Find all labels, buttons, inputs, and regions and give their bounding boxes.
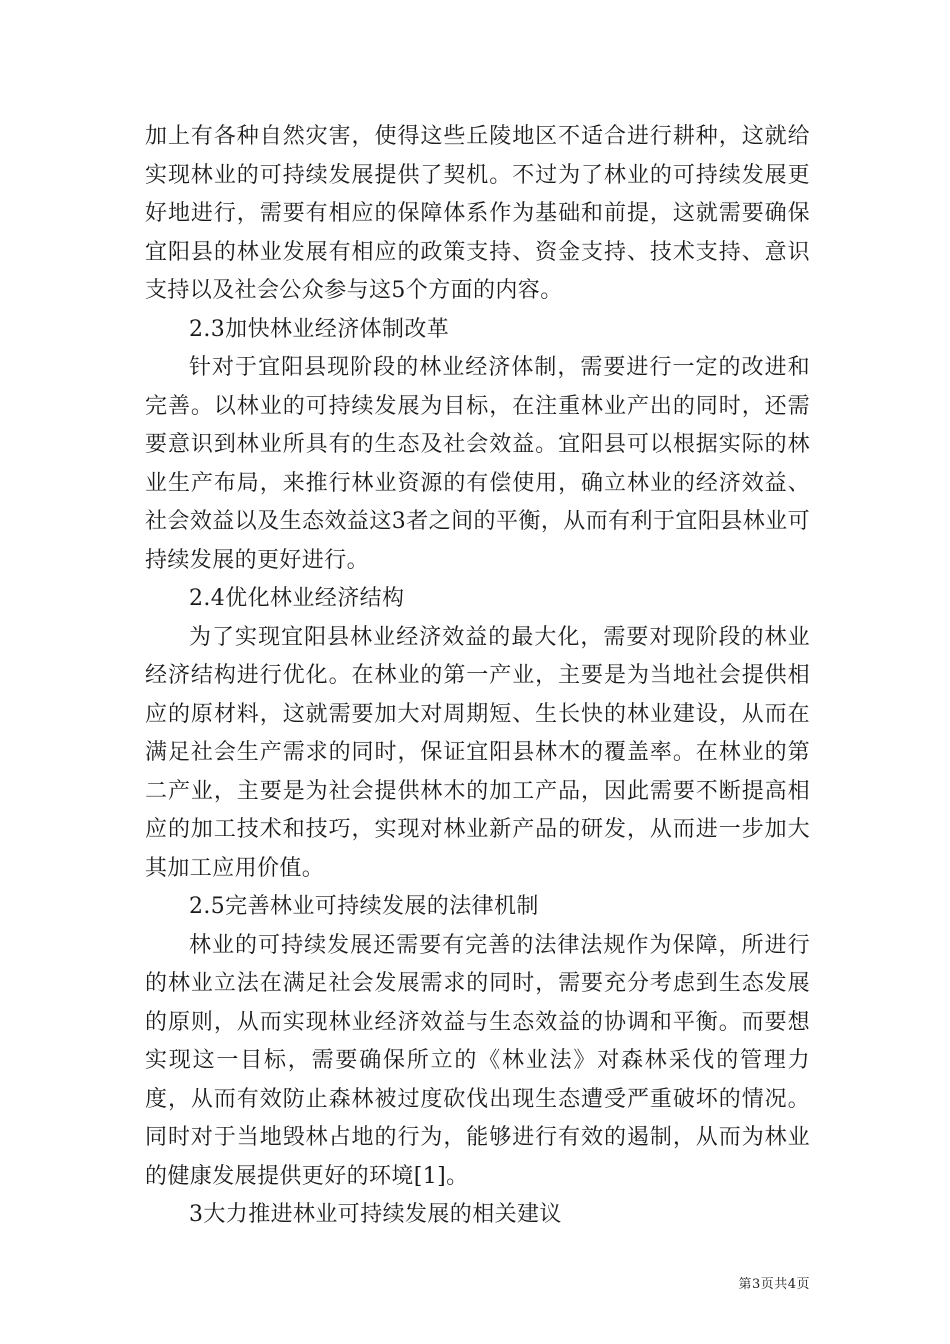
- document-body: [145, 118, 810, 1235]
- paragraph-section-2-4: 为了实现宜阳县林业经济效益的最大化，需要对现阶段的林业经济结构进行优化。在林业的第一产业，主要是为当地社会提供相应的原材料，这就需要加大对周期短、生长快的林业建设，从而在满足社会生产需求的同时，保证宜阳县林木的覆盖率。在林业的第二产业，主要是为社会提供林木的加工产品，因此需要不断提高相应的加工技术和技巧，实现对林业新产品的研发，从而进一步加大其加工应用价值。: [145, 624, 810, 881]
- section-heading-2-3: 2.3加快林业经济体制改革: [189, 316, 450, 342]
- paragraph-intro-continued: 加上有各种自然灾害，使得这些丘陵地区不适合进行耕种，这就给实现林业的可持续发展提供了契机。不过为了林业的可持续发展更好地进行，需要有相应的保障体系作为基础和前提，这就需要确保宜阳县的林业发展有相应的政策支持、资金支持、技术支持、意识支持以及社会公众参与这5个方面的内容。: [145, 124, 810, 303]
- paragraph-section-2-3: 针对于宜阳县现阶段的林业经济体制，需要进行一定的改进和完善。以林业的可持续发展为目标，在注重林业产出的同时，还需要意识到林业所具有的生态及社会效益。宜阳县可以根据实际的林业生产布局，来推行林业资源的有偿使用，确立林业的经济效益、社会效益以及生态效益这3者之间的平衡，从而有利于宜阳县林业可持续发展的更好进行。: [145, 355, 810, 573]
- section-heading-2-5: 2.5完善林业可持续发展的法律机制: [189, 894, 539, 919]
- page-number-footer: 第3页共4页: [738, 1277, 810, 1292]
- section-heading-2-4: 2.4优化林业经济结构: [189, 586, 405, 611]
- section-heading-3: 3大力推进林业可持续发展的相关建议: [189, 1202, 562, 1227]
- paragraph-section-2-5: 林业的可持续发展还需要有完善的法律法规作为保障，所进行的林业立法在满足社会发展需求的同时，需要充分考虑到生态发展的原则，从而实现林业经济效益与生态效益的协调和平衡。而要想实现这一目标，需要确保所立的《林业法》对森林采伐的管理力度，从而有效防止森林被过度砍伐出现生态遭受严重破坏的情况。同时对于当地毁林占地的行为，能够进行有效的遏制，从而为林业的健康发展提供更好的环境[1]。: [145, 932, 810, 1189]
